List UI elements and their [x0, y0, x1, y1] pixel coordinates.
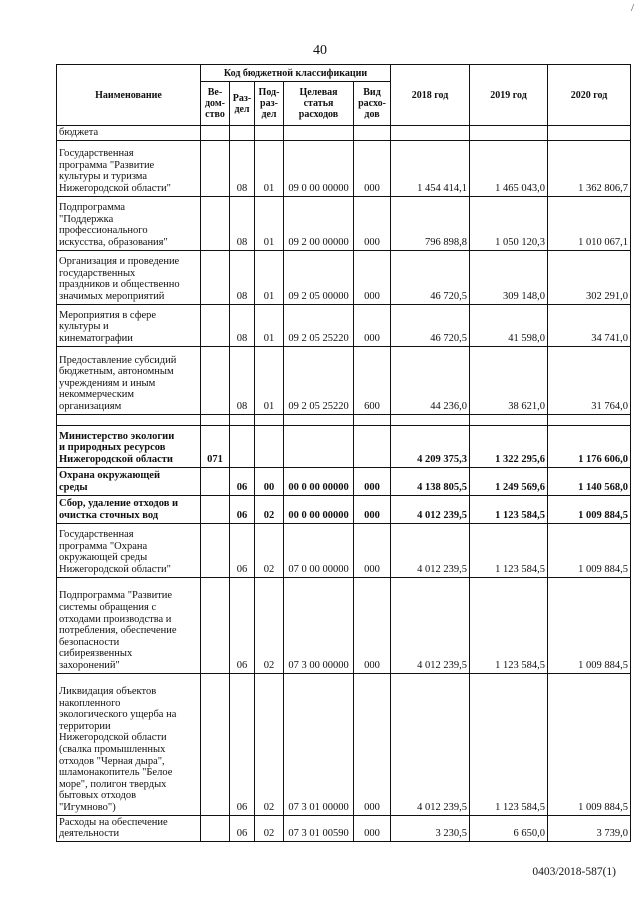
table-row [57, 140, 631, 196]
footer-code: 0403/2018-587(1) [532, 866, 616, 878]
cell-y2018: 796 898,8 [391, 196, 470, 250]
cell-vr [354, 126, 391, 141]
cell-y2019: 38 621,0 [470, 346, 548, 414]
cell-y2018: 4 209 375,3 [391, 425, 470, 467]
cell-y2019: 1 123 584,5 [470, 673, 548, 815]
cell-y2018 [391, 414, 470, 425]
page-number: 40 [313, 43, 327, 58]
cell-csr: 09 2 05 25220 [284, 304, 354, 346]
col-header-vr: Вид расхо- дов [354, 82, 391, 126]
cell-pr: 01 [255, 250, 284, 304]
cell-y2020: 1 009 884,5 [548, 577, 631, 673]
cell-rz: 06 [230, 673, 255, 815]
col-header-vedomstvo: Ве- дом- ство [201, 82, 230, 126]
cell-csr: 09 2 05 00000 [284, 250, 354, 304]
corner-mark: / [630, 2, 634, 14]
cell-ved [201, 126, 230, 141]
cell-csr [284, 414, 354, 425]
cell-y2018: 4 012 239,5 [391, 523, 470, 577]
cell-y2020: 1 009 884,5 [548, 523, 631, 577]
cell-name: Расходы на обеспечение деятельности [57, 815, 201, 841]
cell-rz: 06 [230, 577, 255, 673]
cell-y2018 [391, 126, 470, 141]
cell-csr [284, 126, 354, 141]
cell-vr: 000 [354, 495, 391, 523]
cell-vr: 000 [354, 467, 391, 495]
table-row [57, 577, 631, 673]
cell-name: бюджета [57, 126, 201, 141]
cell-vr [354, 414, 391, 425]
cell-y2020: 1 362 806,7 [548, 140, 631, 196]
cell-y2018: 46 720,5 [391, 304, 470, 346]
cell-pr [255, 425, 284, 467]
col-header-2019: 2019 год [470, 65, 548, 126]
cell-vr [354, 425, 391, 467]
cell-csr [284, 425, 354, 467]
cell-y2019: 309 148,0 [470, 250, 548, 304]
cell-pr: 02 [255, 673, 284, 815]
table-row [57, 196, 631, 250]
cell-y2020: 3 739,0 [548, 815, 631, 841]
table-row [57, 414, 631, 425]
cell-name: Организация и проведение государственных праздников и общественно значимых мероприятий [57, 250, 201, 304]
cell-pr: 02 [255, 815, 284, 841]
cell-ved [201, 495, 230, 523]
cell-y2020: 34 741,0 [548, 304, 631, 346]
cell-rz [230, 126, 255, 141]
cell-rz [230, 414, 255, 425]
cell-rz [230, 425, 255, 467]
cell-y2019: 6 650,0 [470, 815, 548, 841]
cell-y2018: 4 012 239,5 [391, 673, 470, 815]
table-body [57, 126, 631, 842]
cell-csr: 00 0 00 00000 [284, 495, 354, 523]
cell-rz: 08 [230, 196, 255, 250]
cell-ved: 071 [201, 425, 230, 467]
table-row [57, 126, 631, 141]
table-row [57, 495, 631, 523]
cell-csr: 00 0 00 00000 [284, 467, 354, 495]
cell-pr: 02 [255, 495, 284, 523]
cell-y2018: 3 230,5 [391, 815, 470, 841]
cell-ved [201, 304, 230, 346]
cell-pr: 01 [255, 140, 284, 196]
cell-ved [201, 577, 230, 673]
table-row [57, 250, 631, 304]
cell-vr: 000 [354, 140, 391, 196]
table-row [57, 673, 631, 815]
cell-rz: 06 [230, 523, 255, 577]
cell-ved [201, 523, 230, 577]
cell-y2020 [548, 414, 631, 425]
cell-pr: 02 [255, 577, 284, 673]
cell-y2020: 1 009 884,5 [548, 673, 631, 815]
cell-ved [201, 196, 230, 250]
table-row [57, 815, 631, 841]
cell-y2019 [470, 414, 548, 425]
cell-csr: 07 0 00 00000 [284, 523, 354, 577]
cell-y2019: 1 465 043,0 [470, 140, 548, 196]
cell-name: Мероприятия в сфере культуры и кинематографии [57, 304, 201, 346]
cell-y2020 [548, 126, 631, 141]
cell-ved [201, 673, 230, 815]
cell-rz: 08 [230, 346, 255, 414]
cell-name: Ликвидация объектов накопленного экологического ущерба на территории Нижегородской области (свалка промышленных отходов "Черная дыра", шламонакопитель "Белое море", полигон твердых бытовых отходов "Игумново") [57, 673, 201, 815]
cell-y2019: 1 123 584,5 [470, 523, 548, 577]
cell-csr: 07 3 01 00000 [284, 673, 354, 815]
cell-y2019: 1 249 569,6 [470, 467, 548, 495]
cell-y2019: 1 123 584,5 [470, 495, 548, 523]
cell-rz: 08 [230, 304, 255, 346]
cell-name: Подпрограмма "Развитие системы обращения с отходами производства и потребления, обеспечение безопасности сибиреязвенных захоронений" [57, 577, 201, 673]
col-header-group: Код бюджетной классификации [201, 65, 391, 82]
table-row [57, 304, 631, 346]
cell-ved [201, 467, 230, 495]
cell-vr: 000 [354, 673, 391, 815]
col-header-podrazdel: Под- раз- дел [255, 82, 284, 126]
cell-name [57, 414, 201, 425]
cell-name: Подпрограмма "Поддержка профессионального искусства, образования" [57, 196, 201, 250]
cell-csr: 07 3 00 00000 [284, 577, 354, 673]
table-row [57, 346, 631, 414]
cell-vr: 000 [354, 577, 391, 673]
cell-csr: 09 0 00 00000 [284, 140, 354, 196]
cell-y2020: 31 764,0 [548, 346, 631, 414]
cell-name: Сбор, удаление отходов и очистка сточных вод [57, 495, 201, 523]
cell-y2019: 1 322 295,6 [470, 425, 548, 467]
cell-rz: 08 [230, 140, 255, 196]
col-header-csr: Целевая статья расходов [284, 82, 354, 126]
cell-vr: 000 [354, 304, 391, 346]
cell-pr [255, 126, 284, 141]
cell-csr: 09 2 00 00000 [284, 196, 354, 250]
cell-vr: 000 [354, 523, 391, 577]
cell-pr: 00 [255, 467, 284, 495]
cell-y2019: 1 050 120,3 [470, 196, 548, 250]
cell-rz: 06 [230, 815, 255, 841]
cell-y2020: 1 176 606,0 [548, 425, 631, 467]
cell-y2020: 302 291,0 [548, 250, 631, 304]
cell-vr: 600 [354, 346, 391, 414]
cell-y2018: 4 138 805,5 [391, 467, 470, 495]
cell-name: Охрана окружающей среды [57, 467, 201, 495]
cell-name: Министерство экологии и природных ресурсов Нижегородской области [57, 425, 201, 467]
cell-ved [201, 140, 230, 196]
cell-pr: 01 [255, 346, 284, 414]
cell-y2020: 1 010 067,1 [548, 196, 631, 250]
cell-rz: 06 [230, 495, 255, 523]
col-header-razdel: Раз- дел [230, 82, 255, 126]
cell-y2018: 4 012 239,5 [391, 495, 470, 523]
cell-pr: 01 [255, 304, 284, 346]
cell-y2019: 1 123 584,5 [470, 577, 548, 673]
cell-pr: 02 [255, 523, 284, 577]
cell-csr: 09 2 05 25220 [284, 346, 354, 414]
cell-vr: 000 [354, 250, 391, 304]
cell-y2018: 1 454 414,1 [391, 140, 470, 196]
cell-y2020: 1 140 568,0 [548, 467, 631, 495]
col-header-2020: 2020 год [548, 65, 631, 126]
cell-vr: 000 [354, 815, 391, 841]
col-header-name: Наименование [57, 65, 201, 126]
col-header-2018: 2018 год [391, 65, 470, 126]
cell-ved [201, 815, 230, 841]
cell-ved [201, 346, 230, 414]
cell-ved [201, 250, 230, 304]
cell-y2020: 1 009 884,5 [548, 495, 631, 523]
cell-y2019: 41 598,0 [470, 304, 548, 346]
cell-y2018: 44 236,0 [391, 346, 470, 414]
cell-name: Государственная программа "Охрана окружающей среды Нижегородской области" [57, 523, 201, 577]
table-row [57, 467, 631, 495]
cell-pr: 01 [255, 196, 284, 250]
cell-pr [255, 414, 284, 425]
cell-csr: 07 3 01 00590 [284, 815, 354, 841]
cell-y2018: 46 720,5 [391, 250, 470, 304]
cell-ved [201, 414, 230, 425]
cell-rz: 06 [230, 467, 255, 495]
cell-vr: 000 [354, 196, 391, 250]
cell-y2019 [470, 126, 548, 141]
table-row [57, 523, 631, 577]
cell-name: Предоставление субсидий бюджетным, автономным учреждениям и иным некоммерческим организациям [57, 346, 201, 414]
table-row [57, 425, 631, 467]
cell-y2018: 4 012 239,5 [391, 577, 470, 673]
budget-table [56, 64, 631, 842]
cell-rz: 08 [230, 250, 255, 304]
cell-name: Государственная программа "Развитие культуры и туризма Нижегородской области" [57, 140, 201, 196]
